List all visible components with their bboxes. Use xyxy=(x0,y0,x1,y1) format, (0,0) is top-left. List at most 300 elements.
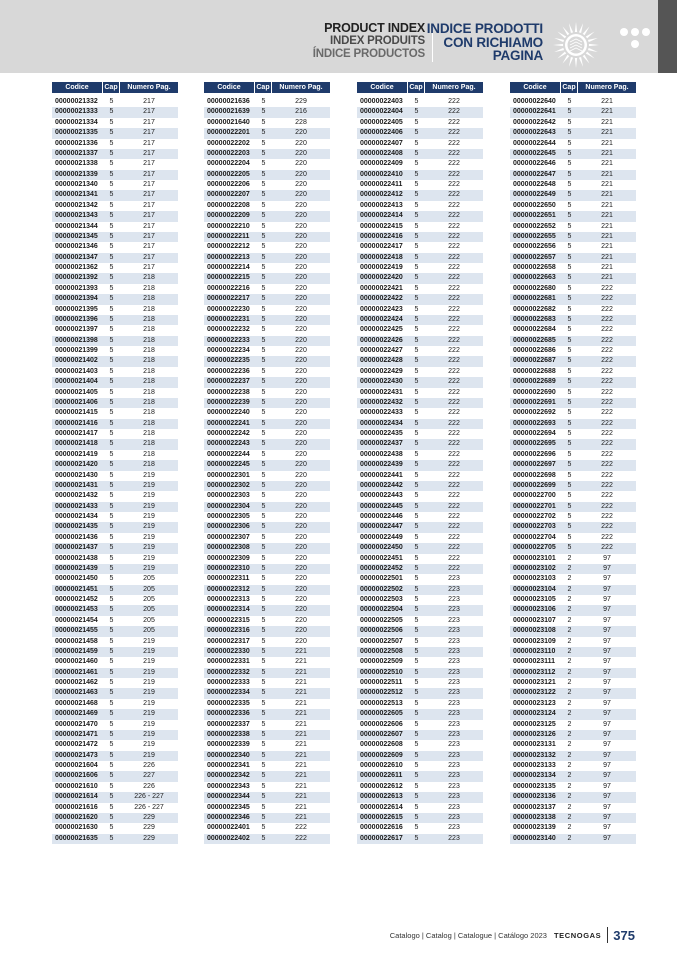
chapter: 5 xyxy=(109,264,114,271)
product-code: 00000022698 xyxy=(513,471,556,479)
page-ref: 220 xyxy=(295,181,307,188)
page-ref: 220 xyxy=(295,378,307,386)
chapter: 5 xyxy=(567,222,572,230)
chapter: 5 xyxy=(414,108,419,116)
product-code: 00000022241 xyxy=(207,419,250,427)
product-code: 00000022512 xyxy=(360,689,403,697)
page-ref: 220 xyxy=(295,430,307,437)
table-row xyxy=(52,543,178,553)
page-ref: 223 xyxy=(448,772,460,780)
product-code: 00000022240 xyxy=(207,409,250,417)
page-ref: 220 xyxy=(295,139,307,147)
product-code: 00000022413 xyxy=(360,201,403,209)
table-row xyxy=(357,740,483,750)
product-code: 00000022701 xyxy=(513,502,556,510)
table-row xyxy=(204,398,330,408)
chapter: 5 xyxy=(567,367,572,375)
product-code: 00000022607 xyxy=(360,730,403,738)
page-ref: 222 xyxy=(601,502,613,510)
page-ref: 223 xyxy=(448,585,460,593)
chapter: 5 xyxy=(414,378,419,386)
page-ref: 223 xyxy=(448,710,460,718)
page-ref: 220 xyxy=(295,450,307,458)
chapter: 5 xyxy=(414,347,419,354)
page-ref: 222 xyxy=(448,98,460,105)
sun-badge-icon xyxy=(551,20,601,70)
table-row xyxy=(52,657,178,667)
chapter: 5 xyxy=(109,243,114,251)
table-row xyxy=(357,273,483,283)
product-code: 00000021462 xyxy=(55,679,98,686)
chapter: 5 xyxy=(414,533,419,541)
table-row xyxy=(204,180,330,190)
chapter: 5 xyxy=(414,440,419,448)
product-code: 00000021342 xyxy=(55,201,98,209)
table-row xyxy=(357,232,483,242)
table-row xyxy=(204,605,330,615)
product-code: 00000021418 xyxy=(55,440,98,448)
product-code: 00000021337 xyxy=(55,149,98,157)
table-row xyxy=(204,294,330,304)
page-ref: 222 xyxy=(448,139,460,147)
product-code: 00000021335 xyxy=(55,129,98,137)
page-ref: 219 xyxy=(143,668,155,676)
chapter: 5 xyxy=(414,149,419,157)
chapter: 5 xyxy=(109,367,114,375)
table-row xyxy=(357,637,483,647)
table-row xyxy=(52,678,178,688)
page-ref: 221 xyxy=(601,181,613,188)
table-row xyxy=(357,190,483,200)
table-row xyxy=(357,616,483,626)
page-ref: 217 xyxy=(143,191,155,199)
index-column-2 xyxy=(204,82,330,844)
table-row xyxy=(357,554,483,564)
page-ref: 222 xyxy=(448,409,460,417)
chapter: 5 xyxy=(567,357,572,365)
product-code: 00000022449 xyxy=(360,533,403,541)
table-row xyxy=(52,688,178,698)
product-code: 00000022212 xyxy=(207,243,250,251)
product-code: 00000022403 xyxy=(360,98,403,105)
page-ref: 217 xyxy=(143,118,155,126)
chapter: 5 xyxy=(414,398,419,406)
product-code: 00000021415 xyxy=(55,409,98,417)
table-row xyxy=(52,481,178,491)
page-ref: 219 xyxy=(143,513,155,520)
chapter: 5 xyxy=(567,181,572,188)
product-code: 00000023132 xyxy=(513,751,556,759)
chapter: 5 xyxy=(414,98,419,105)
product-code: 00000022704 xyxy=(513,533,556,541)
chapter: 5 xyxy=(414,388,419,396)
chapter: 5 xyxy=(567,450,572,458)
page-ref: 219 xyxy=(143,730,155,738)
table-row xyxy=(52,491,178,501)
product-code: 00000022342 xyxy=(207,772,250,780)
table-row xyxy=(510,823,636,833)
page-ref: 223 xyxy=(448,679,460,686)
chapter: 5 xyxy=(109,284,114,292)
chapter: 5 xyxy=(261,772,266,780)
chapter: 5 xyxy=(261,824,266,832)
product-code: 00000022425 xyxy=(360,326,403,334)
product-code: 00000022210 xyxy=(207,222,250,230)
chapter: 5 xyxy=(261,336,266,344)
chapter: 5 xyxy=(109,108,114,116)
chapter: 5 xyxy=(261,367,266,375)
title-french: INDEX PRODUITS xyxy=(330,35,425,47)
table-row xyxy=(204,201,330,211)
table-row xyxy=(204,336,330,346)
chapter: 5 xyxy=(109,772,114,780)
table-row xyxy=(510,761,636,771)
table-row xyxy=(510,471,636,481)
page-ref: 223 xyxy=(448,606,460,614)
product-code: 00000022446 xyxy=(360,513,403,520)
product-code: 00000021458 xyxy=(55,637,98,645)
page-ref: 219 xyxy=(143,481,155,489)
chapter: 5 xyxy=(261,564,266,572)
page-ref: 205 xyxy=(143,585,155,593)
page-ref: 223 xyxy=(448,596,460,603)
product-code: 00000021332 xyxy=(55,98,98,105)
product-code: 00000023138 xyxy=(513,813,556,821)
chapter: 5 xyxy=(261,201,266,209)
chapter: 5 xyxy=(109,398,114,406)
chapter: 5 xyxy=(414,367,419,375)
table-row xyxy=(204,388,330,398)
product-code: 00000021439 xyxy=(55,564,98,572)
chapter: 5 xyxy=(414,461,419,469)
product-code: 00000022404 xyxy=(360,108,403,116)
table-row xyxy=(52,616,178,626)
product-code: 00000021472 xyxy=(55,741,98,749)
product-code: 00000023134 xyxy=(513,772,556,780)
table-row xyxy=(52,626,178,636)
chapter: 5 xyxy=(414,243,419,251)
product-code: 00000022681 xyxy=(513,295,556,303)
product-code: 00000022215 xyxy=(207,274,250,282)
page-ref: 218 xyxy=(143,295,155,303)
chapter: 5 xyxy=(109,523,114,531)
table-row xyxy=(357,502,483,512)
page-ref: 97 xyxy=(603,803,611,811)
product-code: 00000022644 xyxy=(513,139,556,147)
table-row xyxy=(357,585,483,595)
table-row xyxy=(52,408,178,418)
chapter: 5 xyxy=(109,720,114,728)
product-code: 00000022650 xyxy=(513,201,556,209)
table-row xyxy=(510,242,636,252)
product-code: 00000022316 xyxy=(207,627,250,635)
chapter: 5 xyxy=(109,170,114,178)
page-ref: 222 xyxy=(448,502,460,510)
page-ref: 220 xyxy=(295,347,307,354)
table-row xyxy=(52,450,178,460)
page-ref: 222 xyxy=(448,129,460,137)
table-row xyxy=(52,792,178,802)
chapter: 5 xyxy=(261,596,266,603)
table-row xyxy=(510,771,636,781)
table-row xyxy=(204,720,330,730)
table-row xyxy=(52,699,178,709)
table-row xyxy=(52,128,178,138)
table-row xyxy=(510,294,636,304)
product-code: 00000022429 xyxy=(360,367,403,375)
chapter: 2 xyxy=(567,730,572,738)
product-code: 00000022663 xyxy=(513,274,556,282)
table-row xyxy=(357,118,483,128)
chapter: 5 xyxy=(567,513,572,520)
chapter: 5 xyxy=(109,730,114,738)
page-ref: 218 xyxy=(143,440,155,448)
page-ref: 223 xyxy=(448,730,460,738)
table-row xyxy=(52,273,178,283)
table-row xyxy=(52,460,178,470)
table-row xyxy=(52,263,178,273)
chapter: 5 xyxy=(261,689,266,697)
product-code: 00000022443 xyxy=(360,492,403,500)
table-row xyxy=(357,294,483,304)
chapter: 2 xyxy=(567,585,572,593)
chapter: 5 xyxy=(414,523,419,531)
table-row xyxy=(52,533,178,543)
page-ref: 223 xyxy=(448,637,460,645)
table-row xyxy=(52,97,178,107)
product-code: 00000022242 xyxy=(207,430,250,437)
page-ref: 220 xyxy=(295,419,307,427)
chapter: 5 xyxy=(414,544,419,552)
table-row xyxy=(204,377,330,387)
page-ref: 222 xyxy=(448,544,460,552)
page-ref: 222 xyxy=(448,201,460,209)
page-ref: 222 xyxy=(448,181,460,188)
product-code: 00000021340 xyxy=(55,181,98,188)
page-ref: 218 xyxy=(143,409,155,417)
table-row xyxy=(52,139,178,149)
table-row xyxy=(204,585,330,595)
table-row xyxy=(510,356,636,366)
product-code: 00000022432 xyxy=(360,398,403,406)
chapter: 5 xyxy=(567,129,572,137)
table-row xyxy=(357,782,483,792)
page-ref: 222 xyxy=(601,430,613,437)
table-row xyxy=(510,792,636,802)
product-code: 00000023139 xyxy=(513,824,556,832)
page-ref: 219 xyxy=(143,699,155,707)
table-row xyxy=(357,201,483,211)
product-code: 00000022699 xyxy=(513,481,556,489)
chapter: 5 xyxy=(414,326,419,334)
product-code: 00000022641 xyxy=(513,108,556,116)
page-ref: 217 xyxy=(143,149,155,157)
chapter: 5 xyxy=(414,637,419,645)
table-row xyxy=(357,139,483,149)
table-row xyxy=(357,460,483,470)
page-ref: 222 xyxy=(448,232,460,240)
table-row xyxy=(510,107,636,117)
product-code: 00000022308 xyxy=(207,544,250,552)
product-code: 00000022345 xyxy=(207,803,250,811)
page-ref: 222 xyxy=(448,264,460,271)
page-ref: 220 xyxy=(295,212,307,220)
chapter: 5 xyxy=(261,616,266,624)
product-code: 00000021436 xyxy=(55,533,98,541)
page-ref: 216 xyxy=(295,108,307,116)
page-ref: 97 xyxy=(603,824,611,832)
chapter: 5 xyxy=(109,388,114,396)
table-row xyxy=(204,709,330,719)
table-row xyxy=(357,647,483,657)
product-code: 00000021437 xyxy=(55,544,98,552)
product-code: 00000021435 xyxy=(55,523,98,531)
product-code: 00000021362 xyxy=(55,264,98,271)
chapter: 5 xyxy=(414,658,419,666)
chapter: 2 xyxy=(567,824,572,832)
product-code: 00000023101 xyxy=(513,554,556,562)
product-code: 00000021470 xyxy=(55,720,98,728)
table-row xyxy=(52,782,178,792)
table-row xyxy=(510,637,636,647)
chapter: 5 xyxy=(414,191,419,199)
table-row xyxy=(204,128,330,138)
chapter: 5 xyxy=(261,710,266,718)
chapter: 5 xyxy=(567,170,572,178)
product-code: 00000021433 xyxy=(55,502,98,510)
table-row xyxy=(52,356,178,366)
product-code: 00000022450 xyxy=(360,544,403,552)
chapter: 5 xyxy=(109,554,114,562)
chapter: 5 xyxy=(109,305,114,313)
table-row xyxy=(52,398,178,408)
table-row xyxy=(357,533,483,543)
page-number: 375 xyxy=(613,927,635,943)
table-row xyxy=(52,585,178,595)
chapter: 5 xyxy=(261,627,266,635)
table-row xyxy=(52,502,178,512)
product-code: 00000022302 xyxy=(207,481,250,489)
product-code: 00000022428 xyxy=(360,357,403,365)
page-ref: 97 xyxy=(603,575,611,583)
chapter: 5 xyxy=(567,284,572,292)
page-ref: 226 xyxy=(143,782,155,790)
product-code: 00000022407 xyxy=(360,139,403,147)
table-row xyxy=(204,626,330,636)
page-ref: 217 xyxy=(143,98,155,105)
chapter: 5 xyxy=(567,533,572,541)
table-row xyxy=(52,325,178,335)
page-ref: 220 xyxy=(295,523,307,531)
chapter: 5 xyxy=(261,813,266,821)
table-row xyxy=(52,637,178,647)
chapter: 5 xyxy=(567,253,572,261)
table-row xyxy=(52,346,178,356)
chapter: 2 xyxy=(567,741,572,749)
table-row xyxy=(510,408,636,418)
table-row xyxy=(204,232,330,242)
product-code: 00000022691 xyxy=(513,398,556,406)
page-ref: 223 xyxy=(448,616,460,624)
page-ref: 222 xyxy=(601,533,613,541)
chapter: 5 xyxy=(414,741,419,749)
chapter: 2 xyxy=(567,679,572,686)
column-header xyxy=(510,82,636,93)
table-row xyxy=(357,823,483,833)
chapter: 5 xyxy=(109,326,114,334)
page-ref: 222 xyxy=(601,409,613,417)
table-row xyxy=(204,242,330,252)
chapter: 2 xyxy=(567,699,572,707)
page-header xyxy=(0,0,677,73)
page-ref: 218 xyxy=(143,450,155,458)
page-ref: 219 xyxy=(143,492,155,500)
product-code: 00000021473 xyxy=(55,751,98,759)
header-numero-pag: Numero Pag. xyxy=(578,82,636,93)
table-row xyxy=(204,668,330,678)
table-row xyxy=(357,730,483,740)
table-row xyxy=(357,813,483,823)
product-code: 00000022645 xyxy=(513,149,556,157)
page-ref: 205 xyxy=(143,627,155,635)
chapter: 5 xyxy=(109,222,114,230)
table-row xyxy=(357,761,483,771)
chapter: 5 xyxy=(567,481,572,489)
title-italian-line-2: CON RICHIAMO xyxy=(443,34,543,50)
chapter: 5 xyxy=(109,336,114,344)
product-code: 00000021398 xyxy=(55,336,98,344)
index-rows xyxy=(510,97,636,844)
product-code: 00000022335 xyxy=(207,699,250,707)
table-row xyxy=(510,595,636,605)
page-ref: 217 xyxy=(143,108,155,116)
page-ref: 97 xyxy=(603,710,611,718)
chapter: 5 xyxy=(109,803,114,811)
product-code: 00000022330 xyxy=(207,647,250,655)
table-row xyxy=(52,159,178,169)
brand-name: TECNOGAS xyxy=(553,930,602,940)
product-code: 00000021344 xyxy=(55,222,98,230)
chapter: 5 xyxy=(261,793,266,801)
table-row xyxy=(204,149,330,159)
table-row xyxy=(510,305,636,315)
page-ref: 220 xyxy=(295,253,307,261)
index-column-3 xyxy=(357,82,483,844)
product-code: 00000022202 xyxy=(207,139,250,147)
product-code: 00000022689 xyxy=(513,378,556,386)
table-row xyxy=(357,211,483,221)
table-row xyxy=(357,668,483,678)
product-code: 00000023121 xyxy=(513,679,556,686)
chapter: 5 xyxy=(567,212,572,220)
table-row xyxy=(204,637,330,647)
product-code: 00000022702 xyxy=(513,513,556,520)
page-ref: 222 xyxy=(448,440,460,448)
product-code: 00000022685 xyxy=(513,336,556,344)
product-code: 00000021455 xyxy=(55,627,98,635)
table-row xyxy=(510,834,636,844)
product-code: 00000021406 xyxy=(55,398,98,406)
product-code: 00000022431 xyxy=(360,388,403,396)
chapter: 5 xyxy=(414,668,419,676)
page-ref: 222 xyxy=(448,243,460,251)
product-code: 00000022687 xyxy=(513,357,556,365)
page-ref: 222 xyxy=(448,253,460,261)
chapter: 5 xyxy=(261,668,266,676)
chapter: 5 xyxy=(261,284,266,292)
product-code: 00000021397 xyxy=(55,326,98,334)
product-code: 00000021338 xyxy=(55,160,98,168)
